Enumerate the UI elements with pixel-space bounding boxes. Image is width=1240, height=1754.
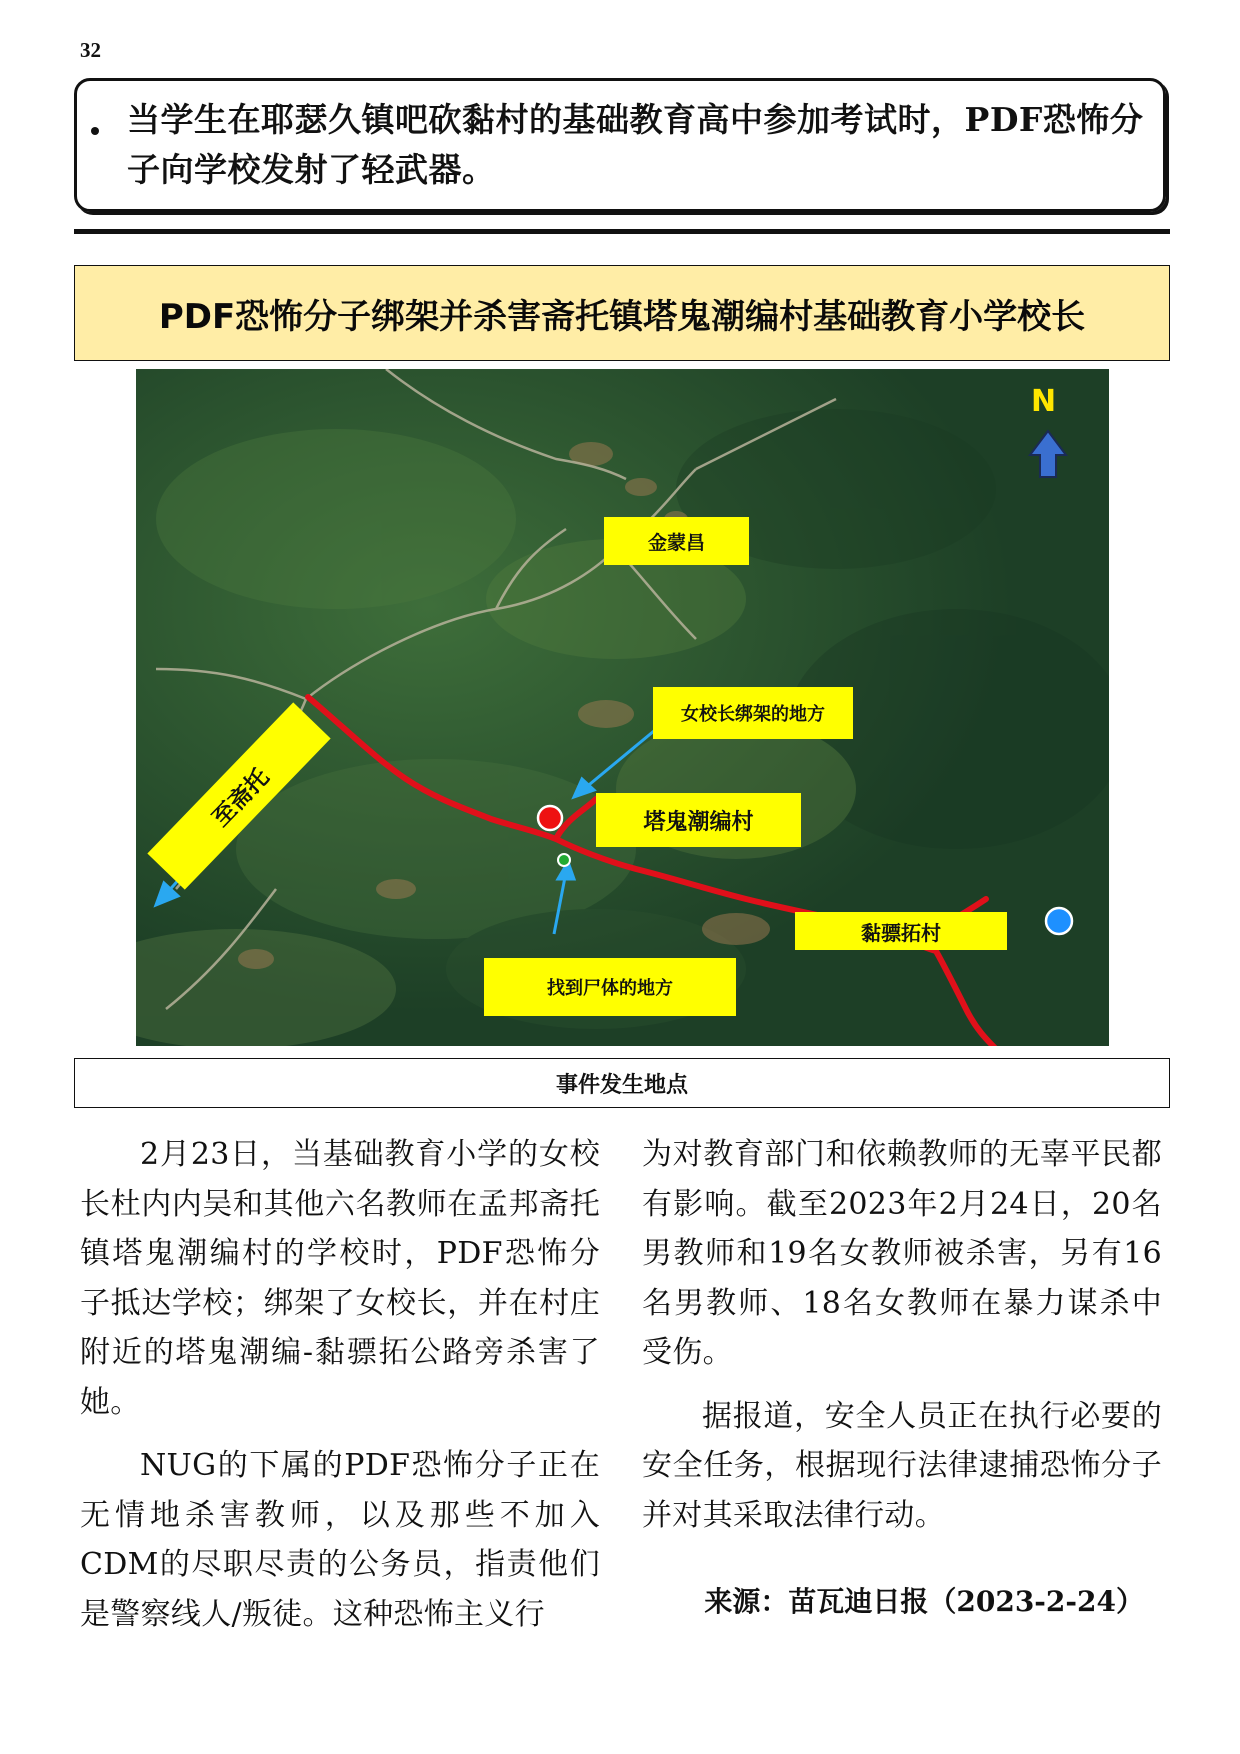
article-column-right xyxy=(642,1130,1162,1554)
incident-map xyxy=(136,369,1109,1046)
map-caption: 事件发生地点 xyxy=(74,1058,1170,1108)
map-label-town: 金蒙昌 xyxy=(604,517,749,565)
article-paragraph: 2月23日，当基础教育小学的女校长杜内内吴和其他六名教师在孟邦斋托镇塔鬼潮编村的学校时，PDF恐怖分子抵达学校；绑架了女校长，并在村庄附近的塔鬼潮编-黏骠拓公路旁杀害了她。 xyxy=(80,1137,600,1420)
map-label-body-place: 找到尸体的地方 xyxy=(484,958,736,1016)
map-label-to-town: 至斋托 xyxy=(147,702,330,889)
article-paragraph: NUG的下属的PDF恐怖分子正在无情地杀害教师，以及那些不加入CDM的尽职尽责的公务员，指责他们是警察线人/叛徒。这种恐怖主义行 xyxy=(80,1448,600,1632)
map-label-village: 塔鬼潮编村 xyxy=(596,793,801,847)
article-paragraph: 为对教育部门和依赖教师的无辜平民都有影响。截至2023年2月24日，20名男教师和19名女教师被杀害，另有16名男教师、18名女教师在暴力谋杀中受伤。 xyxy=(642,1137,1162,1370)
map-label-other-village: 黏骠拓村 xyxy=(795,912,1007,950)
page-number: 32 xyxy=(80,38,101,62)
north-indicator-icon: N xyxy=(1031,384,1057,419)
section-divider xyxy=(74,229,1170,234)
article-paragraph: 据报道，安全人员正在执行必要的安全任务，根据现行法律逮捕恐怖分子并对其采取法律行动。 xyxy=(642,1398,1162,1533)
article-title: PDF恐怖分子绑架并杀害斋托镇塔鬼潮编村基础教育小学校长 xyxy=(158,296,1086,337)
bullet-dot-icon xyxy=(91,127,99,135)
summary-bullet-box xyxy=(74,78,1166,212)
summary-bullet-text: 当学生在耶瑟久镇吧砍黏村的基础教育高中参加考试时，PDF恐怖分子向学校发射了轻武器。 xyxy=(127,100,1144,189)
article-title-box xyxy=(74,265,1170,361)
source-citation: 来源：苗瓦迪日报（2023-2-24） xyxy=(704,1585,1144,1618)
article-column-left xyxy=(80,1130,600,1653)
map-label-kidnap-place: 女校长绑架的地方 xyxy=(653,687,853,739)
